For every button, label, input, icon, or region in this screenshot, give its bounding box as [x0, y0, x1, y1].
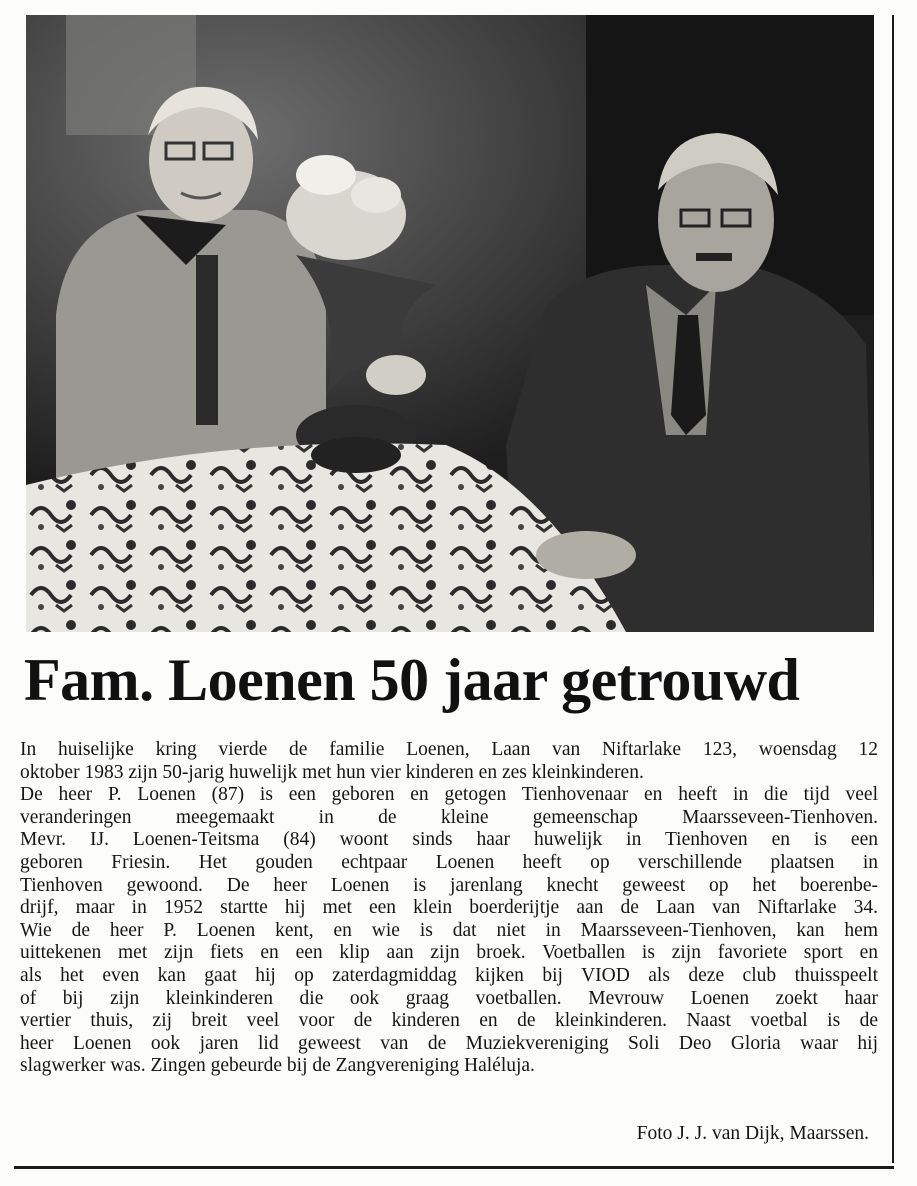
article-line: vertier thuis, zij breit veel voor de kinderen en de kleinkinderen. Naast voetbal is de [20, 1010, 878, 1032]
article-line: De heer P. Loenen (87) is een geboren en getogen Tienhovenaar en heeft in die tijd veel [20, 784, 878, 806]
photo-credit: Foto J. J. van Dijk, Maarssen. [636, 1123, 869, 1144]
article-line: als het even kan gaat hij op zaterdagmiddag kijken bij VIOD als deze club thuisspeelt [20, 964, 878, 986]
article-line: slagwerker was. Zingen gebeurde bij de Zangvereniging Haléluja. [20, 1055, 535, 1077]
article-line: geboren Friesin. Het gouden echtpaar Loenen heeft op verschillende plaatsen in [20, 851, 878, 873]
article-line: drijf, maar in 1952 startte hij met een klein boerderijtje aan de Laan van Niftarlake 34. [20, 897, 878, 919]
article-line: of bij zijn kleinkinderen die ook graag voetballen. Mevrouw Loenen zoekt haar [20, 987, 878, 1009]
headline: Fam. Loenen 50 jaar getrouwd [24, 647, 800, 713]
article-line: heer Loenen ook jaren lid geweest van de Muziekvereniging Soli Deo Gloria waar hij [20, 1032, 878, 1054]
right-column-rule [892, 15, 894, 1163]
bottom-rule [14, 1166, 894, 1169]
article-line: Tienhoven gewoond. De heer Loenen is jarenlang knecht geweest op het boerenbe- [20, 874, 878, 896]
article-line: oktober 1983 zijn 50-jarig huwelijk met hun vier kinderen en zes kleinkinderen. [20, 761, 644, 783]
article-line: Mevr. IJ. Loenen-Teitsma (84) woont sinds haar huwelijk in Tienhoven en is een [20, 829, 878, 851]
article-line: veranderingen meegemaakt in de kleine gemeenschap Maarsseveen-Tienhoven. [20, 806, 878, 828]
article-body [20, 739, 878, 1078]
couple-photo [26, 15, 874, 632]
article-line: In huiselijke kring vierde de familie Loenen, Laan van Niftarlake 123, woensdag 12 [20, 739, 878, 760]
article-line: uittekenen met zijn fiets en een klip aan zijn broek. Voetballen is zijn favoriete sport en [20, 942, 878, 964]
article-line: Wie de heer P. Loenen kent, en wie is dat niet in Maarsseveen-Tienhoven, kan hem [20, 919, 878, 941]
